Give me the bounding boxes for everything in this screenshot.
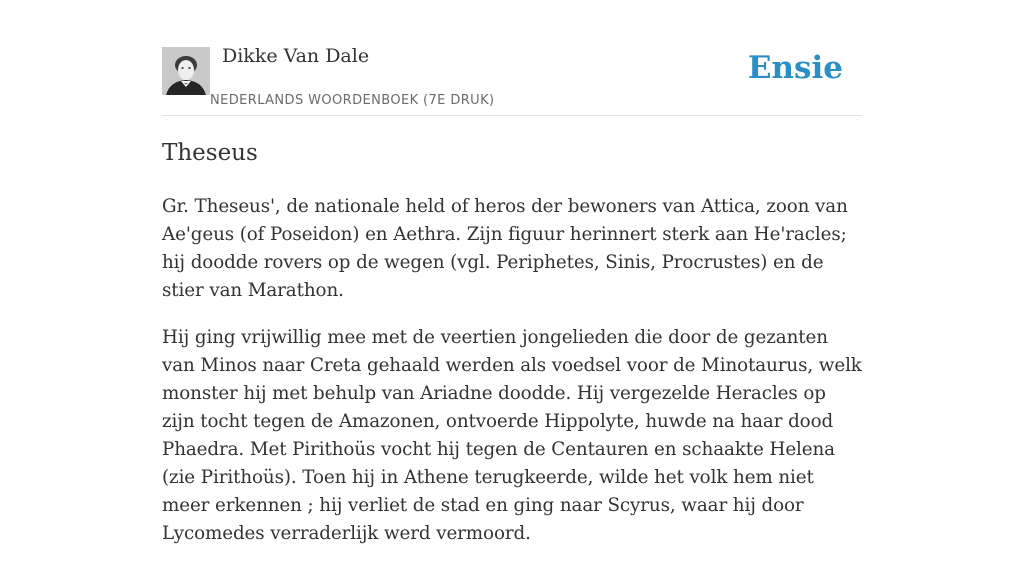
author-avatar[interactable] (162, 47, 210, 95)
entry-paragraph: Gr. Theseus', de nationale held of heros der bewoners van Attica, zoon van Ae'geus (of Poseidon) en Aethra. Zijn figuur herinnert sterk aan He'racles; hij doodde rovers op de wegen (vgl. Periphetes, Sinis, Procrustes) en de stier van Marathon. (162, 196, 848, 301)
entry-paragraph: Hij ging vrijwillig mee met de veertien jongelieden die door de gezanten van Minos naar Creta gehaald werden als voedsel voor de Minotaurus, welk monster hij met behulp van Ariadne doodde. Hij vergezelde Heracles op zijn tocht tegen de Amazonen, ontvoerde Hippolyte, huwde na haar dood Phaedra. Met Pirithoüs vocht hij tegen de Centauren en schaakte Helena (zie Pirithoüs). Toen hij in Athene terugkeerde, wilde het volk hem niet meer erkennen ; hij verliet de stad en ging naar Scyrus, waar hij door Lycomedes verraderlijk werd vermoord. (162, 327, 862, 544)
ensie-logo[interactable]: Ensie (747, 50, 843, 86)
source-title[interactable]: NEDERLANDS WOORDENBOEK (7E DRUK) (210, 93, 495, 108)
entry-body (162, 193, 862, 567)
author-name[interactable]: Dikke Van Dale (222, 45, 370, 67)
entry-title: Theseus (162, 140, 258, 166)
header (162, 40, 862, 116)
portrait-icon (162, 47, 210, 95)
